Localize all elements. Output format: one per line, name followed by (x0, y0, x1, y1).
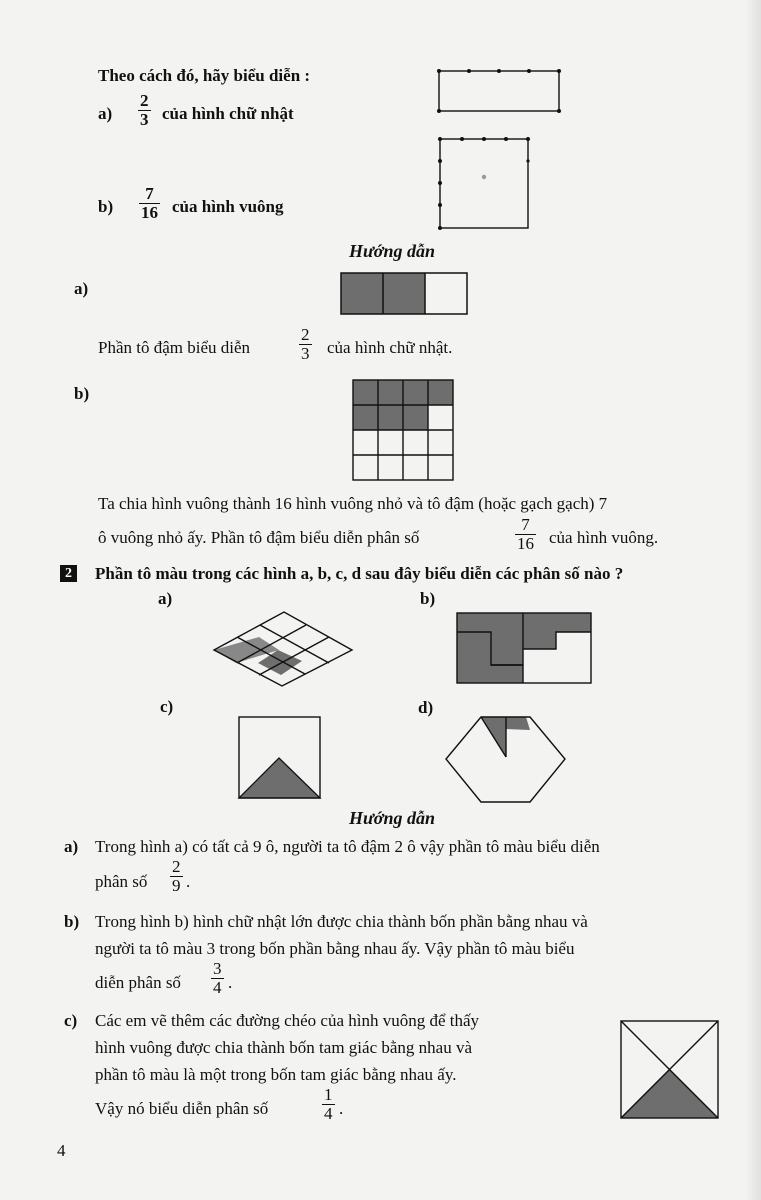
exercise-question: Phần tô màu trong các hình a, b, c, d sau đây biểu diễn các phân số nào ? (95, 564, 624, 583)
figure-d-label: d) (418, 698, 434, 717)
page-number: 4 (57, 1141, 66, 1160)
guide2-a-line2: phân số (95, 872, 148, 891)
guide2-c-line4: Vậy nó biểu diễn phân số (95, 1099, 269, 1118)
guide2-a-line1: Trong hình a) có tất cả 9 ô, người ta tô đậm 2 ô vậy phần tô màu biểu diễn (95, 837, 600, 856)
fraction-1-4: $\frac{1}{4}$ (324, 1085, 333, 1123)
dotted-rectangle (438, 70, 560, 112)
figure-b-label: b) (420, 589, 436, 608)
rhombus-grid-figure (212, 610, 354, 688)
fraction-2-9: $\frac{2}{9}$ (172, 857, 181, 895)
guide2-c-period: . (339, 1099, 344, 1118)
item-b-label: b) (98, 197, 114, 216)
figure-a-label: a) (158, 589, 173, 608)
rectangle-two-thirds-shaded (340, 272, 468, 316)
guide2-b-line1: Trong hình b) hình chữ nhật lớn được chia thành bốn phần bằng nhau và (95, 912, 588, 931)
fraction-3-4: $\frac{3}{4}$ (213, 959, 222, 997)
guide-a-text: Phần tô đậm biểu diễn (98, 338, 251, 357)
guide2-b-line3: diễn phân số (95, 973, 181, 992)
guide-b-line2: ô vuông nhỏ ấy. Phần tô đậm biểu diễn phân số (98, 528, 420, 547)
fraction-7-16-answer: $\frac{7}{16}$ (517, 515, 534, 553)
page-edge-shadow (745, 0, 761, 1200)
fraction-7-16: $\frac{7}{16}$ (141, 184, 158, 222)
intro-text: Theo cách đó, hãy biểu diễn : (98, 66, 311, 85)
item-a-text: của hình chữ nhật (162, 104, 294, 123)
guide-a-label: a) (74, 279, 89, 298)
square-diagonals-figure (620, 1020, 720, 1120)
guide2-c-line3: phần tô màu là một trong bốn tam giác bằng nhau ấy. (95, 1065, 457, 1084)
figure-c-label: c) (160, 697, 174, 716)
guide2-title: Hướng dẫn (349, 808, 435, 828)
guide-a-text-end: của hình chữ nhật. (327, 338, 453, 357)
item-b-text: của hình vuông (172, 197, 284, 216)
hexagon-sector-figure (444, 715, 568, 805)
guide-title: Hướng dẫn (349, 241, 435, 261)
guide-b-label: b) (74, 384, 90, 403)
rectangle-four-parts-figure (456, 612, 592, 684)
exercise-number-badge: 2 (60, 565, 77, 582)
guide2-c-label: c) (64, 1011, 78, 1030)
guide-b-line2-end: của hình vuông. (549, 528, 659, 547)
guide2-b-period: . (228, 973, 233, 992)
dotted-square (439, 138, 529, 230)
item-a-label: a) (98, 104, 113, 123)
guide2-c-line2: hình vuông được chia thành bốn tam giác bằng nhau và (95, 1038, 472, 1057)
guide2-a-label: a) (64, 837, 79, 856)
guide2-b-label: b) (64, 912, 80, 931)
guide2-b-line2: người ta tô màu 3 trong bốn phần bằng nhau ấy. Vậy phần tô màu biểu (95, 939, 575, 958)
guide-b-line1: Ta chia hình vuông thành 16 hình vuông nhỏ và tô đậm (hoặc gạch gạch) 7 (98, 494, 608, 513)
square-grid-seven-sixteenths (352, 379, 454, 481)
square-triangle-figure (238, 716, 322, 800)
fraction-2-3-answer: $\frac{2}{3}$ (301, 325, 310, 363)
guide2-c-line1: Các em vẽ thêm các đường chéo của hình vuông để thấy (95, 1011, 480, 1030)
fraction-2-3: $\frac{2}{3}$ (140, 91, 149, 129)
guide2-a-period: . (186, 872, 191, 891)
